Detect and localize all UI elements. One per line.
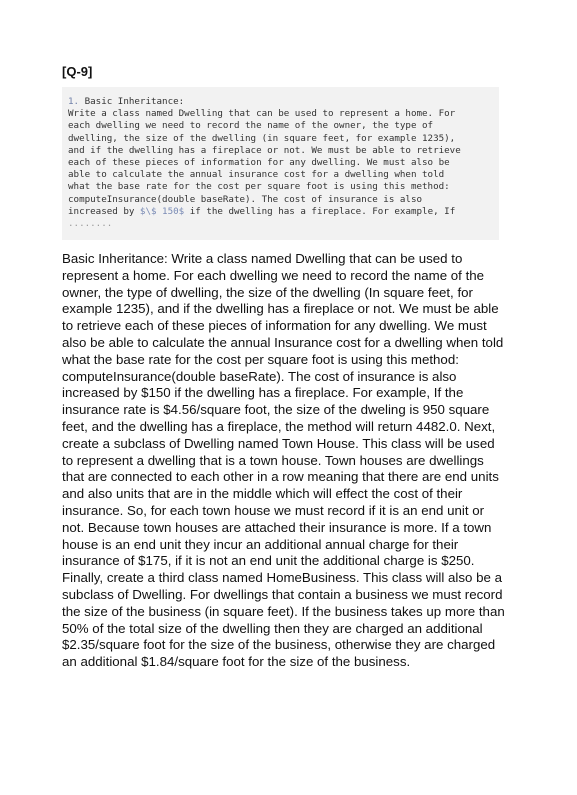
code-line: each dwelling we need to record the name of the owner, the type of [68,120,434,132]
body-line: insurance rate is $4.56/square foot, the size of the dweling is 950 square [62,402,490,418]
code-ellipsis: ........ [68,218,113,230]
body-line: insurance of $175, if it is not an end unit the additional charge is $250. [62,553,475,569]
code-line: and if the dwelling has a fireplace or not. We must be able to retrieve [68,144,461,156]
body-line: computeInsurance(double baseRate). The cost of insurance is also [62,368,457,384]
code-line: able to calculate the annual insurance cost for a dwelling when told [68,169,445,181]
body-line: also be able to calculate the annual Insurance cost for a dwelling when told [62,334,504,350]
code-block [62,87,499,240]
code-line: each of these pieces of information for any dwelling. We must also be [68,157,450,169]
body-line: represent a home. For each dwelling we need to record the name of the [62,267,485,283]
code-item-number: 1. [68,96,80,107]
body-line: feet, and the dwelling has a fireplace, the method will return 4482.0. Next, [62,418,496,434]
code-line: what the base rate for the cost per square foot is using this method: [68,181,450,193]
code-line: computeInsurance(double baseRate). The cost of insurance is also [68,193,423,205]
body-line: insurance. So, for each town house we must record if it is an end unit or [62,502,485,518]
body-line: increased by $150 if the dwelling has a fireplace. For example, If the [62,385,464,401]
body-line: owner, the type of dwelling, the size of the dwelling (In square feet, for [62,284,473,300]
body-line: and also units that are in the middle which will effect the cost of their [62,486,463,502]
body-line: 50% of the total size of the dwelling then they are charged an additional [62,620,483,636]
body-line: subclass of Dwelling. For dwellings that contain a business we must record [62,586,503,602]
body-line: the size of the business (in square feet). If the business takes up more than [62,603,505,619]
body-line: not. Because town houses are attached their insurance is more. If a town [62,519,492,535]
question-label: [Q-9] [62,64,93,79]
body-line: example 1235), and if the dwelling has a fireplace or not. We must be able [62,301,499,317]
body-line: Basic Inheritance: Write a class named Dwelling that can be used to [62,251,463,266]
code-math-line-prefix: increased by [68,205,140,217]
code-heading: Basic Inheritance: [79,96,185,107]
body-line: what the base rate for the cost per square foot is using this method: [62,351,459,367]
body-line: create a subclass of Dwelling named Town House. This class will be used [62,435,495,451]
code-line: Write a class named Dwelling that can be used to represent a home. For [68,108,456,120]
body-line: that are connected to each other in a row meaning that there are end units [62,469,499,485]
body-line: $2.35/square foot for the size of the business, otherwise they are charged [62,637,496,653]
question-body [62,251,520,671]
body-line: an additional $1.84/square foot for the size of the business. [62,654,411,670]
body-line: to retrieve each of these pieces of information for any dwelling. We must [62,318,487,334]
code-math-line-suffix: if the dwelling has a fireplace. For example, If [184,205,456,217]
code-math-token: $\$ 150$ [139,205,185,217]
body-line: Finally, create a third class named HomeBusiness. This class will also be a [62,570,502,586]
body-line: to represent a dwelling that is a town house. Town houses are dwellings [62,452,484,468]
code-line: dwelling, the size of the dwelling (in square feet, for example 1235), [68,132,456,144]
body-line: house is an end unit they incur an additional annual charge for their [62,536,459,552]
